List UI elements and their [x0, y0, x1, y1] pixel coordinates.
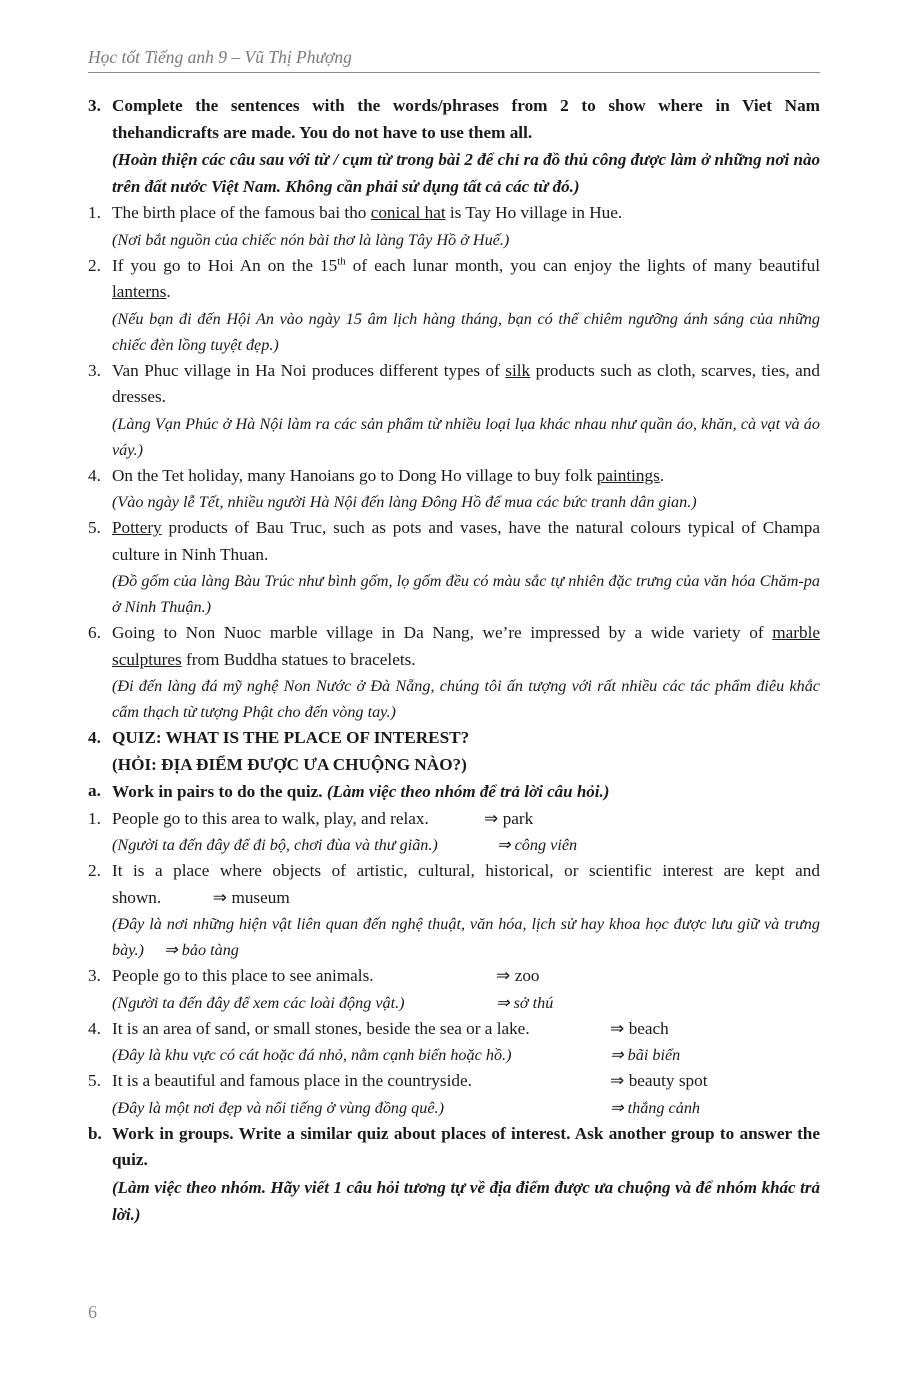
- item-sentence: Pottery products of Bau Truc, such as pots and vases, have the natural colours typical of Champa culture in Ninh Thuan.: [112, 518, 820, 564]
- arrow-icon: ⇒: [496, 993, 510, 1012]
- page-number: 6: [88, 1302, 97, 1322]
- quiz-question: People go to this area to walk, play, and relax.: [112, 808, 429, 828]
- item-translation: (Vào ngày lễ Tết, nhiều người Hà Nội đến làng Đông Hồ để mua các bức tranh dân gian.): [112, 493, 697, 511]
- part-label: Work in groups. Write a similar quiz about places of interest. Ask another group to answer the quiz.: [112, 1123, 820, 1169]
- item-number: 4.: [88, 465, 101, 485]
- part-letter: b.: [88, 1123, 102, 1143]
- quiz-question: It is an area of sand, or small stones, beside the sea or a lake.: [112, 1018, 530, 1038]
- quiz-question: It is a place where objects of artistic, cultural, historical, or scientific interest are kept and shown.: [112, 861, 820, 907]
- answer-word: Pottery: [112, 518, 162, 537]
- exercise-item: [88, 358, 820, 463]
- item-translation: (Đi đến làng đá mỹ nghệ Non Nước ở Đà Nẵng, chúng tôi ấn tượng với rất nhiều các tác phẩm điêu khắc cẩm thạch từ tượng Phật cho đến vòng tay.): [112, 677, 820, 721]
- arrow-icon: ⇒: [496, 966, 511, 985]
- item-translation: (Nơi bắt nguồn của chiếc nón bài thơ là làng Tây Hồ ở Huế.): [112, 230, 510, 249]
- quiz-answer: zoo: [514, 966, 540, 985]
- quiz-answer: beauty spot: [628, 1071, 708, 1090]
- item-sentence: Van Phuc village in Ha Noi produces different types of silk products such as cloth, scarves, ties, and dresses.: [112, 360, 820, 406]
- exercise-item: [88, 253, 820, 358]
- item-number: 4.: [88, 1018, 101, 1038]
- section-number: 4.: [88, 728, 101, 747]
- ordinal-suffix: th: [337, 254, 346, 267]
- arrow-icon: ⇒: [497, 836, 511, 854]
- part-b-heading: [88, 1121, 820, 1228]
- item-sentence: On the Tet holiday, many Hanoians go to Dong Ho village to buy folk paintings.: [112, 465, 665, 485]
- item-number: 2.: [88, 255, 101, 275]
- quiz-question-translation: (Đây là khu vực có cát hoặc đá nhỏ, nằm cạnh biển hoặc hồ.): [112, 1046, 512, 1064]
- section-instruction-translation: (Hoàn thiện các câu sau với từ / cụm từ trong bài 2 để chỉ ra đồ thủ công được làm ở những nơi nào trên đất nước Việt Nam. Không cần phải sử dụng tất cả các từ đó.): [112, 150, 820, 196]
- item-sentence: Going to Non Nuoc marble village in Da Nang, we’re impressed by a wide variety of marble sculptures from Buddha statues to bracelets.: [112, 623, 820, 669]
- item-translation: (Nếu bạn đi đến Hội An vào ngày 15 âm lịch hàng tháng, bạn có thể chiêm ngưỡng ánh sáng của những chiếc đèn lồng tuyệt đẹp.): [112, 309, 820, 354]
- arrow-icon: ⇒: [610, 1018, 625, 1038]
- quiz-question-translation: (Đây là nơi những hiện vật liên quan đến nghệ thuật, văn hóa, lịch sử hay khoa học được lưu giữ và trưng bày.): [112, 915, 820, 959]
- part-label: Work in pairs to do the quiz.: [112, 782, 323, 801]
- quiz-question-translation: (Đây là một nơi đẹp và nổi tiếng ở vùng đồng quê.): [112, 1098, 444, 1117]
- quiz-answer-translation: sở thú: [513, 993, 554, 1012]
- arrow-icon: ⇒: [610, 1098, 624, 1117]
- quiz-answer: beach: [628, 1018, 669, 1038]
- item-number: 3.: [88, 966, 101, 985]
- quiz-answer: park: [502, 808, 534, 828]
- section-title-translation: (HỎI: ĐỊA ĐIỂM ĐƯỢC ƯA CHUỘNG NÀO?): [112, 754, 467, 774]
- quiz-item: [88, 1068, 820, 1121]
- exercise-item: [88, 463, 820, 516]
- section-title: QUIZ: WHAT IS THE PLACE OF INTEREST?: [112, 728, 470, 747]
- section-3-heading: [88, 93, 820, 200]
- quiz-question: People go to this place to see animals.: [112, 966, 374, 985]
- arrow-icon: ⇒: [484, 808, 499, 828]
- answer-word: silk: [505, 360, 531, 380]
- exercise-item: [88, 620, 820, 725]
- item-number: 6.: [88, 623, 101, 642]
- item-number: 1.: [88, 808, 101, 828]
- answer-word: lanterns: [112, 282, 167, 301]
- part-letter: a.: [88, 781, 101, 800]
- item-number: 2.: [88, 861, 101, 880]
- quiz-answer-translation: thắng cảnh: [627, 1098, 701, 1117]
- arrow-icon: ⇒: [164, 941, 178, 959]
- item-translation: (Đồ gốm của làng Bàu Trúc như bình gốm, lọ gốm đều có màu sắc tự nhiên đặc trưng của văn hóa Chăm-pa ở Ninh Thuận.): [112, 572, 820, 616]
- item-translation: (Làng Vạn Phúc ở Hà Nội làm ra các sản phẩm từ nhiều loại lụa khác nhau như quần áo, khăn, cà vạt và áo váy.): [112, 414, 820, 459]
- quiz-answer-translation: bãi biển: [627, 1046, 681, 1064]
- quiz-question: It is a beautiful and famous place in the countryside.: [112, 1071, 472, 1090]
- answer-word: conical hat: [370, 203, 446, 222]
- exercise-item: [88, 515, 820, 620]
- quiz-answer-translation: bảo tàng: [181, 941, 239, 959]
- quiz-item: [88, 806, 820, 859]
- item-number: 5.: [88, 1071, 101, 1090]
- part-label-translation: (Làm việc theo nhóm. Hãy viết 1 câu hỏi tương tự về địa điểm được ưa chuộng và để nhóm khác trả lời.): [112, 1177, 820, 1224]
- quiz-item: [88, 858, 820, 963]
- arrow-icon: ⇒: [212, 887, 228, 907]
- quiz-item: [88, 1016, 820, 1069]
- quiz-answer-translation: công viên: [514, 836, 578, 854]
- quiz-item: [88, 963, 820, 1016]
- section-number: 3.: [88, 96, 101, 115]
- section-instruction: Complete the sentences with the words/phrases from 2 to show where in Viet Nam thehandicrafts are made. You do not have to use them all.: [112, 96, 820, 142]
- section-4-heading: [88, 725, 820, 778]
- arrow-icon: ⇒: [610, 1046, 624, 1064]
- quiz-question-translation: (Người ta đến đây để đi bộ, chơi đùa và thư giãn.): [112, 836, 438, 854]
- quiz-question-translation: (Người ta đến đây để xem các loài động vật.): [112, 993, 405, 1012]
- answer-word: paintings: [596, 465, 660, 485]
- exercise-item: [88, 200, 820, 253]
- page-content: [88, 93, 820, 1228]
- quiz-answer: museum: [231, 887, 290, 907]
- answer-word: marble sculptures: [112, 623, 820, 669]
- item-number: 1.: [88, 203, 101, 222]
- part-a-heading: [88, 778, 820, 806]
- part-label-translation: (Làm việc theo nhóm để trả lời câu hỏi.): [326, 782, 610, 801]
- item-number: 5.: [88, 518, 101, 537]
- item-sentence: If you go to Hoi An on the 15th of each lunar month, you can enjoy the lights of many beautiful lanterns.: [112, 254, 820, 301]
- arrow-icon: ⇒: [610, 1071, 625, 1090]
- running-header: Học tốt Tiếng anh 9 – Vũ Thị Phượng: [88, 47, 820, 73]
- item-number: 3.: [88, 360, 101, 380]
- item-sentence: The birth place of the famous bai tho conical hat is Tay Ho village in Hue.: [112, 203, 623, 222]
